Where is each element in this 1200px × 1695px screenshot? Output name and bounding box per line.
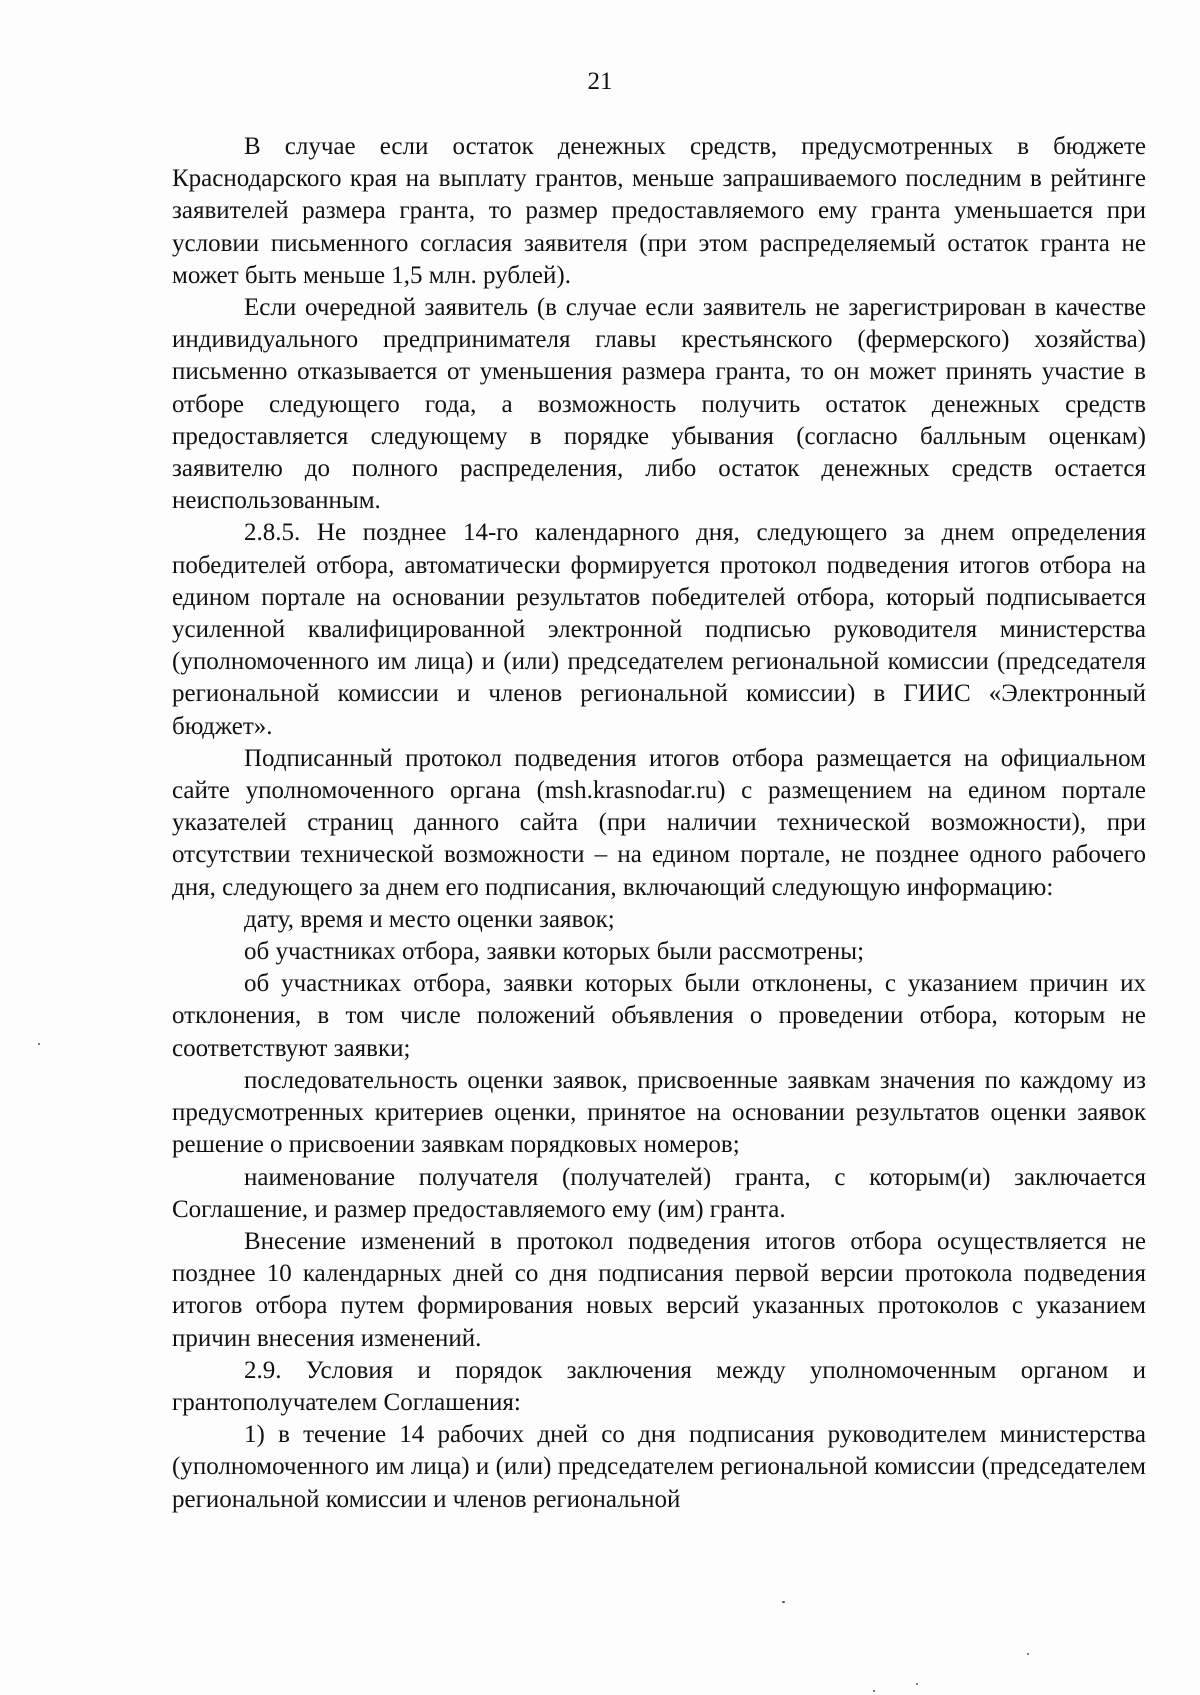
list-item: последовательность оценки заявок, присвоенные заявкам значения по каждому из предусмотренных критериев оценки, принятое на основании результатов оценки заявок решение о присвоении заявкам порядковых номеров; [172,1066,1146,1159]
paragraph: В случае если остаток денежных средств, предусмотренных в бюджете Краснодарского края на выплату грантов, меньше запрашиваемого последним в рейтинге заявителей размера гранта, то размер предоставляемого ему гранта уменьшается при условии письменного согласия заявителя (при этом распределяемый остаток гранта не может быть меньше 1,5 млн. рублей). [172,133,1146,289]
scan-speck [1027,1653,1029,1655]
paragraph: Внесение изменений в протокол подведения итогов отбора осуществляется не позднее 10 календарных дней со дня подписания первой версии протокола подведения итогов отбора путем формирования новых версий указанных протоколов с указанием причин внесения изменений. [172,1227,1146,1352]
paragraph: Если очередной заявитель (в случае если заявитель не зарегистрирован в качестве индивидуального предпринимателя главы крестьянского (фермерского) хозяйства) письменно отказывается от уменьшения размера гранта, то он может принять участие в отборе следующего года, а возможность получить остаток денежных средств предоставляется следующему в порядке убывания (согласно балльным оценкам) заявителю до полного распределения, либо остаток денежных средств остается неиспользованным. [172,294,1146,515]
document-body [172,131,1146,1516]
list-item: наименование получателя (получателей) гранта, с которым(и) заключается Соглашение, и размер предоставляемого ему (им) гранта. [172,1163,1146,1223]
scan-speck [873,1690,875,1692]
paragraph: Подписанный протокол подведения итогов отбора размещается на официальном сайте уполномоченного органа (msh.krasnodar.ru) с размещением на едином портале указателей страниц данного сайта (при наличии технической возможности), при отсутствии технической возможности – на едином портале, не позднее одного рабочего дня, следующего за днем его подписания, включающий следующую информацию: [172,744,1146,901]
paragraph: 1) в течение 14 рабочих дней со дня подписания руководителем министерства (уполномоченного им лица) и (или) председателем региональной комиссии (председателем региональной комиссии и членов региональной [172,1421,1146,1513]
section-heading: 2.9. Условия и порядок заключения между уполномоченным органом и грантополучателем Соглашения: [172,1356,1146,1416]
list-item: об участниках отбора, заявки которых были отклонены, с указанием причин их отклонения, в том числе положений объявления о проведении отбора, которым не соответствуют заявки; [172,970,1146,1062]
page-number: 21 [587,68,613,95]
list-item: об участниках отбора, заявки которых были рассмотрены; [244,938,865,966]
scan-speck [38,1043,40,1045]
list-item: дату, время и место оценки заявок; [244,905,615,933]
scan-speck [916,1683,918,1685]
paragraph: 2.8.5. Не позднее 14-го календарного дня, следующего за днем определения победителей отбора, автоматически формируется протокол подведения итогов отбора на едином портале на основании результатов победителей отбора, который подписывается усиленной квалифицированной электронной подписью руководителя министерства (уполномоченного им лица) и (или) председателем региональной комиссии (председателя региональной комиссии и членов региональной комиссии) в ГИИС «Электронный бюджет». [172,519,1146,740]
scan-speck [782,1601,785,1603]
